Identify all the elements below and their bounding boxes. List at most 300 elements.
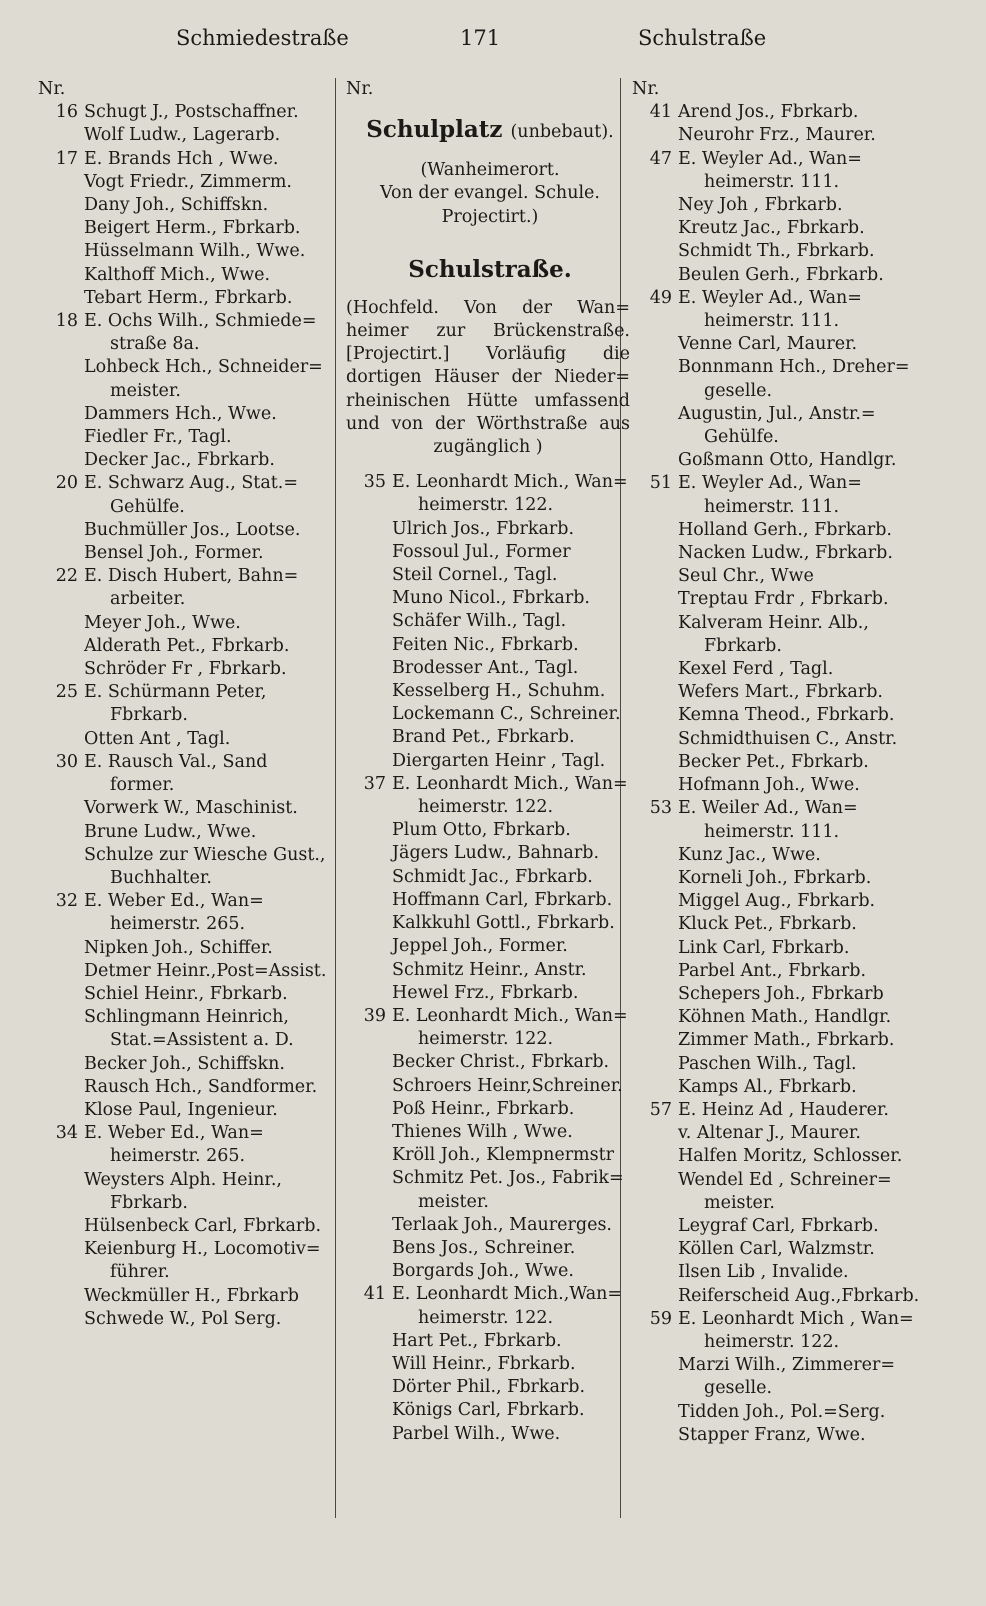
resident-entry	[38, 217, 328, 240]
entry-text: Link Carl, Fbrkarb.	[678, 937, 850, 958]
entry-text: E. Weyler Ad., Wan=	[678, 287, 862, 308]
resident-entry	[38, 240, 328, 263]
resident-entry	[632, 1145, 937, 1168]
resident-entry	[632, 565, 937, 588]
resident-entry	[346, 935, 634, 958]
house-number: 25	[55, 682, 78, 703]
entry-text: Schäfer Wilh., Tagl.	[392, 611, 567, 632]
resident-entry	[38, 1006, 328, 1029]
entry-text: Zimmer Math., Fbrkarb.	[678, 1030, 895, 1051]
entry-text: Hart Pet., Fbrkarb.	[392, 1330, 562, 1351]
entry-text: Buchmüller Jos., Lootse.	[84, 519, 301, 540]
resident-entry	[632, 1261, 937, 1284]
entry-continuation	[346, 796, 634, 819]
resident-entry	[346, 1098, 634, 1121]
resident-entry	[38, 449, 328, 472]
entry-text: Tebart Herm., Fbrkarb.	[84, 287, 293, 308]
house-number-entry	[38, 310, 328, 333]
resident-entry	[38, 1215, 328, 1238]
street-desc-line: zugänglich )	[433, 437, 543, 458]
entry-text: Köllen Carl, Walzmstr.	[678, 1239, 875, 1260]
entry-text: Lockemann C., Schreiner.	[392, 704, 621, 725]
entry-text: Kreutz Jac., Fbrkarb.	[678, 218, 865, 239]
resident-entry	[632, 1424, 937, 1447]
entry-text: Brune Ludw., Wwe.	[84, 821, 257, 842]
entry-text: geselle.	[704, 380, 773, 401]
entry-continuation	[346, 494, 634, 517]
resident-entry	[632, 1029, 937, 1052]
entry-text: Brand Pet., Fbrkarb.	[392, 727, 575, 748]
entry-text: E. Leonhardt Mich.,Wan=	[392, 1284, 623, 1305]
resident-entry	[632, 264, 937, 287]
entry-text: Dany Joh., Schiffskn.	[84, 195, 269, 216]
page-number: 171	[460, 26, 501, 50]
entry-text: Köhnen Math., Handlgr.	[678, 1007, 892, 1028]
resident-entry	[632, 1169, 937, 1192]
entry-text: E. Leonhardt Mich., Wan=	[392, 1005, 628, 1026]
entry-text: Schröder Fr , Fbrkarb.	[84, 659, 287, 680]
entry-text: Alderath Pet., Fbrkarb.	[84, 635, 290, 656]
entry-text: E. Schürmann Peter,	[84, 682, 267, 703]
house-number: 32	[55, 891, 78, 912]
entry-text: Schroers Heinr,Schreiner.	[392, 1075, 623, 1096]
entry-text: Schlingmann Heinrich,	[84, 1007, 289, 1028]
page-header	[0, 26, 986, 60]
entry-text: E. Weber Ed., Wan=	[84, 1123, 264, 1144]
entry-text: meister.	[418, 1191, 489, 1212]
entry-text: heimerstr. 122.	[418, 1307, 554, 1328]
entry-text: Hülsenbeck Carl, Fbrkarb.	[84, 1215, 322, 1236]
house-number-entry	[346, 1005, 634, 1028]
column-1	[38, 78, 328, 1331]
resident-entry	[632, 1076, 937, 1099]
entry-text: Fbrkarb.	[704, 635, 782, 656]
resident-entry	[632, 124, 937, 147]
resident-entry	[38, 937, 328, 960]
resident-entry	[346, 587, 634, 610]
resident-entry	[38, 1238, 328, 1261]
resident-entry	[38, 356, 328, 379]
resident-entry	[346, 1353, 634, 1376]
resident-entry	[346, 726, 634, 749]
entry-continuation	[346, 1028, 634, 1051]
header-left-street: Schmiedestraße	[176, 26, 349, 50]
resident-entry	[346, 1144, 634, 1167]
entry-continuation	[632, 1377, 937, 1400]
entry-continuation	[632, 171, 937, 194]
entry-text: Ilsen Lib , Invalide.	[678, 1262, 849, 1283]
house-number: 37	[363, 773, 386, 794]
entry-text: former.	[110, 775, 175, 796]
resident-entry	[346, 842, 634, 865]
entry-text: Kalthoff Mich., Wwe.	[84, 264, 271, 285]
entry-text: Kröll Joh., Klempnermstr	[392, 1145, 615, 1166]
entry-continuation	[38, 913, 328, 936]
house-number: 34	[55, 1123, 78, 1144]
resident-entry	[38, 635, 328, 658]
column-divider-1	[335, 78, 336, 1518]
resident-entry	[38, 542, 328, 565]
resident-entry	[38, 612, 328, 635]
entry-text: Reiferscheid Aug.,Fbrkarb.	[678, 1285, 920, 1306]
entry-text: Keienburg H., Locomotiv=	[84, 1239, 321, 1260]
resident-entry	[632, 403, 937, 426]
entry-text: heimerstr. 265.	[110, 1146, 246, 1167]
house-number: 39	[363, 1005, 386, 1026]
house-number-entry	[38, 101, 328, 124]
entry-text: Jägers Ludw., Bahnarb.	[392, 843, 600, 864]
entry-text: Kunz Jac., Wwe.	[678, 844, 821, 865]
entry-text: Meyer Joh., Wwe.	[84, 612, 241, 633]
entry-text: meister.	[110, 380, 181, 401]
street-heading-schulstrasse: Schulstraße.	[408, 255, 572, 283]
entry-text: Brodesser Ant., Tagl.	[392, 657, 579, 678]
entry-text: Buchhalter.	[110, 867, 212, 888]
entry-text: Lohbeck Hch., Schneider=	[84, 357, 323, 378]
header-right-street: Schulstraße	[638, 26, 767, 50]
resident-entry	[632, 937, 937, 960]
resident-entry	[346, 1075, 634, 1098]
entry-text: Nipken Joh., Schiffer.	[84, 937, 273, 958]
entry-text: Kamps Al., Fbrkarb.	[678, 1076, 857, 1097]
resident-entry	[346, 1260, 634, 1283]
resident-entry	[346, 1121, 634, 1144]
entry-text: Ulrich Jos., Fbrkarb.	[392, 518, 575, 539]
resident-entry	[38, 797, 328, 820]
resident-entry	[632, 844, 937, 867]
entry-text: Seul Chr., Wwe	[678, 566, 814, 587]
entry-text: Steil Cornel., Tagl.	[392, 565, 558, 586]
house-number-entry	[38, 890, 328, 913]
entry-text: Wendel Ed , Schreiner=	[678, 1169, 892, 1190]
entry-text: Will Heinr., Fbrkarb.	[392, 1353, 576, 1374]
resident-entry	[632, 1006, 937, 1029]
entry-text: Schmidthuisen C., Anstr.	[678, 728, 898, 749]
house-number: 41	[363, 1284, 386, 1305]
resident-entry	[38, 844, 328, 867]
resident-entry	[632, 774, 937, 797]
street-desc-line: dortigen Häuser der Nieder=	[346, 367, 630, 388]
entry-text: Paschen Wilh., Tagl.	[678, 1053, 857, 1074]
entry-text: E. Ochs Wilh., Schmiede=	[84, 311, 317, 332]
street-desc-line: (Wanheimerort.	[420, 160, 560, 181]
entry-text: Schmitz Pet. Jos., Fabrik=	[392, 1168, 624, 1189]
entry-text: Stapper Franz, Wwe.	[678, 1424, 866, 1445]
resident-entry	[38, 1285, 328, 1308]
resident-entry	[38, 403, 328, 426]
entry-text: E. Rausch Val., Sand	[84, 751, 268, 772]
house-number-entry	[632, 148, 937, 171]
resident-entry	[346, 819, 634, 842]
entry-text: Fbrkarb.	[110, 705, 188, 726]
house-number: 41	[649, 102, 672, 123]
entry-text: Beulen Gerh., Fbrkarb.	[678, 264, 884, 285]
street-desc-line: heimer zur Brückenstraße.	[346, 321, 630, 342]
entry-text: Augustin, Jul., Anstr.=	[678, 403, 876, 424]
resident-entry	[346, 610, 634, 633]
resident-entry	[38, 1076, 328, 1099]
resident-entry	[346, 1167, 634, 1190]
entry-text: geselle.	[704, 1378, 773, 1399]
house-number: 18	[55, 311, 78, 332]
resident-entry	[632, 449, 937, 472]
column-1-entries	[38, 101, 328, 1331]
house-number-entry	[346, 1283, 634, 1306]
entry-text: arbeiter.	[110, 589, 186, 610]
resident-entry	[632, 751, 937, 774]
nr-label: Nr.	[346, 79, 374, 99]
entry-text: E. Heinz Ad , Hauderer.	[678, 1099, 889, 1120]
house-number: 20	[55, 473, 78, 494]
entry-text: v. Altenar J., Maurer.	[678, 1123, 861, 1144]
entry-text: Fbrkarb.	[110, 1192, 188, 1213]
entry-text: Hoffmann Carl, Fbrkarb.	[392, 889, 613, 910]
entry-continuation	[38, 1261, 328, 1284]
entry-text: Neurohr Frz., Maurer.	[678, 125, 876, 146]
resident-entry	[38, 1053, 328, 1076]
street-title: Schulplatz	[366, 116, 503, 144]
house-number: 30	[55, 751, 78, 772]
house-number-entry	[632, 287, 937, 310]
entry-text: Borgards Joh., Wwe.	[392, 1261, 574, 1282]
resident-entry	[346, 703, 634, 726]
resident-entry	[346, 912, 634, 935]
entry-text: Holland Gerh., Fbrkarb.	[678, 519, 892, 540]
entry-text: heimerstr. 265.	[110, 914, 246, 935]
entry-text: Schepers Joh., Fbrkarb	[678, 983, 884, 1004]
entry-continuation	[632, 821, 937, 844]
entry-text: Schmidt Th., Fbrkarb.	[678, 241, 875, 262]
entry-text: Stat.=Assistent a. D.	[110, 1030, 294, 1051]
entry-text: Becker Pet., Fbrkarb.	[678, 751, 869, 772]
entry-text: Poß Heinr., Fbrkarb.	[392, 1098, 575, 1119]
entry-continuation	[38, 1029, 328, 1052]
entry-text: E. Brands Hch , Wwe.	[84, 148, 279, 169]
entry-text: Weysters Alph. Heinr.,	[84, 1169, 282, 1190]
entry-text: heimerstr. 122.	[704, 1331, 840, 1352]
entry-text: Gehülfe.	[704, 427, 779, 448]
entry-text: Kemna Theod., Fbrkarb.	[678, 705, 895, 726]
house-number-entry	[632, 1308, 937, 1331]
house-number: 22	[55, 566, 78, 587]
entry-text: Gehülfe.	[110, 496, 185, 517]
entry-text: Vorwerk W., Maschinist.	[84, 798, 298, 819]
entry-continuation	[632, 1192, 937, 1215]
column-2	[346, 78, 634, 1446]
resident-entry	[346, 1399, 634, 1422]
resident-entry	[632, 356, 937, 379]
entry-text: Dörter Phil., Fbrkarb.	[392, 1377, 586, 1398]
entry-text: E. Leonhardt Mich., Wan=	[392, 773, 628, 794]
resident-entry	[38, 1099, 328, 1122]
entry-continuation	[632, 1331, 937, 1354]
entry-continuation	[38, 333, 328, 356]
house-number: 35	[363, 472, 386, 493]
entry-continuation	[38, 588, 328, 611]
entry-text: Kalveram Heinr. Alb.,	[678, 612, 869, 633]
house-number-entry	[632, 1099, 937, 1122]
resident-entry	[346, 866, 634, 889]
entry-text: Klose Paul, Ingenieur.	[84, 1099, 278, 1120]
resident-entry	[346, 518, 634, 541]
resident-entry	[632, 1215, 937, 1238]
entry-text: Ney Joh , Fbrkarb.	[678, 195, 843, 216]
entry-text: Hewel Frz., Fbrkarb.	[392, 982, 579, 1003]
entry-text: Bonnmann Hch., Dreher=	[678, 357, 910, 378]
resident-entry	[632, 612, 937, 635]
entry-text: Kalkkuhl Gottl., Fbrkarb.	[392, 913, 615, 934]
resident-entry	[346, 959, 634, 982]
house-number-entry	[346, 773, 634, 796]
entry-text: Vogt Friedr., Zimmerm.	[84, 171, 292, 192]
resident-entry	[38, 1169, 328, 1192]
resident-entry	[632, 867, 937, 890]
resident-entry	[346, 750, 634, 773]
resident-entry	[38, 821, 328, 844]
entry-text: Hüsselmann Wilh., Wwe.	[84, 241, 306, 262]
column-2-entries	[346, 471, 634, 1446]
resident-entry	[38, 983, 328, 1006]
column-3	[632, 78, 937, 1447]
entry-continuation	[38, 1192, 328, 1215]
street-desc-line: (Hochfeld. Von der Wan=	[346, 297, 630, 318]
house-number: 59	[649, 1308, 672, 1329]
resident-entry	[632, 960, 937, 983]
entry-text: Bensel Joh., Former.	[84, 543, 264, 564]
house-number-entry	[38, 565, 328, 588]
house-number: 57	[649, 1099, 672, 1120]
entry-text: heimerstr. 111.	[704, 496, 840, 517]
entry-text: Feiten Nic., Fbrkarb.	[392, 634, 579, 655]
entry-text: Nacken Ludw., Fbrkarb.	[678, 543, 893, 564]
entry-text: Rausch Hch., Sandformer.	[84, 1076, 318, 1097]
entry-text: Diergarten Heinr , Tagl.	[392, 750, 606, 771]
resident-entry	[346, 1330, 634, 1353]
resident-entry	[632, 1122, 937, 1145]
house-number-entry	[38, 1122, 328, 1145]
resident-entry	[38, 194, 328, 217]
entry-continuation	[632, 635, 937, 658]
entry-text: Otten Ant , Tagl.	[84, 728, 231, 749]
entry-text: Parbel Wilh., Wwe.	[392, 1423, 561, 1444]
entry-continuation	[346, 1307, 634, 1330]
entry-text: Detmer Heinr.,Post=Assist.	[84, 960, 327, 981]
entry-continuation	[632, 380, 937, 403]
entry-text: Dammers Hch., Wwe.	[84, 403, 277, 424]
entry-text: Schmidt Jac., Fbrkarb.	[392, 866, 593, 887]
house-number-entry	[632, 797, 937, 820]
street-desc-line: rheinischen Hütte umfassend	[346, 390, 630, 411]
entry-continuation	[38, 867, 328, 890]
entry-text: Becker Christ., Fbrkarb.	[392, 1052, 610, 1073]
entry-text: E. Schwarz Aug., Stat.=	[84, 473, 299, 494]
column-3-entries	[632, 101, 937, 1447]
house-number-entry	[38, 148, 328, 171]
entry-text: Kesselberg H., Schuhm.	[392, 681, 606, 702]
entry-text: E. Weyler Ad., Wan=	[678, 148, 862, 169]
resident-entry	[346, 634, 634, 657]
entry-text: heimerstr. 111.	[704, 821, 840, 842]
entry-text: Wefers Mart., Fbrkarb.	[678, 682, 883, 703]
entry-continuation	[632, 496, 937, 519]
resident-entry	[632, 1401, 937, 1424]
entry-text: E. Disch Hubert, Bahn=	[84, 566, 299, 587]
entry-text: heimerstr. 111.	[704, 311, 840, 332]
house-number: 53	[649, 798, 672, 819]
entry-text: Becker Joh., Schiffskn.	[84, 1053, 285, 1074]
entry-text: E. Leonhardt Mich , Wan=	[678, 1308, 914, 1329]
entry-text: Tidden Joh., Pol.=Serg.	[678, 1401, 886, 1422]
entry-text: Venne Carl, Maurer.	[678, 334, 858, 355]
resident-entry	[632, 890, 937, 913]
resident-entry	[38, 728, 328, 751]
entry-text: Schwede W., Pol Serg.	[84, 1308, 282, 1329]
resident-entry	[632, 194, 937, 217]
entry-text: Parbel Ant., Fbrkarb.	[678, 960, 867, 981]
resident-entry	[632, 1285, 937, 1308]
entry-text: Goßmann Otto, Handlgr.	[678, 450, 897, 471]
entry-text: Wolf Ludw., Lagerarb.	[84, 125, 281, 146]
resident-entry	[632, 333, 937, 356]
entry-text: E. Weyler Ad., Wan=	[678, 473, 862, 494]
resident-entry	[38, 264, 328, 287]
resident-entry	[346, 1423, 634, 1446]
entry-continuation	[38, 380, 328, 403]
entry-text: heimerstr. 111.	[704, 171, 840, 192]
resident-entry	[632, 913, 937, 936]
entry-text: E. Leonhardt Mich., Wan=	[392, 472, 628, 493]
street-desc-line: und von der Wörthstraße aus	[346, 413, 630, 434]
resident-entry	[346, 657, 634, 680]
entry-text: Terlaak Joh., Maurerges.	[392, 1214, 612, 1235]
entry-text: Fiedler Fr., Tagl.	[84, 427, 232, 448]
resident-entry	[346, 982, 634, 1005]
resident-entry	[38, 1308, 328, 1331]
entry-text: Treptau Frdr , Fbrkarb.	[678, 589, 889, 610]
entry-text: Schiel Heinr., Fbrkarb.	[84, 983, 288, 1004]
resident-entry	[632, 704, 937, 727]
street-title-suffix: (unbebaut).	[510, 122, 614, 143]
entry-continuation	[38, 774, 328, 797]
entry-text: Leygraf Carl, Fbrkarb.	[678, 1215, 879, 1236]
resident-entry	[632, 1053, 937, 1076]
entry-text: Hofmann Joh., Wwe.	[678, 775, 860, 796]
entry-text: Decker Jac., Fbrkarb.	[84, 450, 275, 471]
entry-text: Fossoul Jul., Former	[392, 541, 571, 562]
house-number: 51	[649, 473, 672, 494]
resident-entry	[346, 541, 634, 564]
entry-text: Kexel Ferd , Tagl.	[678, 659, 834, 680]
resident-entry	[346, 889, 634, 912]
house-number-entry	[38, 751, 328, 774]
house-number: 47	[649, 148, 672, 169]
entry-text: Thienes Wilh , Wwe.	[392, 1121, 573, 1142]
street-desc-line: Projectirt.)	[441, 206, 539, 227]
resident-entry	[632, 519, 937, 542]
resident-entry	[632, 217, 937, 240]
entry-text: straße 8a.	[110, 334, 200, 355]
entry-text: Schmitz Heinr., Anstr.	[392, 959, 587, 980]
house-number-entry	[346, 471, 634, 494]
house-number-entry	[38, 472, 328, 495]
resident-entry	[38, 124, 328, 147]
nr-label: Nr.	[632, 79, 660, 99]
street-heading-schulplatz	[346, 113, 634, 149]
house-number-entry	[38, 681, 328, 704]
entry-text: Bens Jos., Schreiner.	[392, 1237, 576, 1258]
resident-entry	[632, 681, 937, 704]
resident-entry	[632, 983, 937, 1006]
